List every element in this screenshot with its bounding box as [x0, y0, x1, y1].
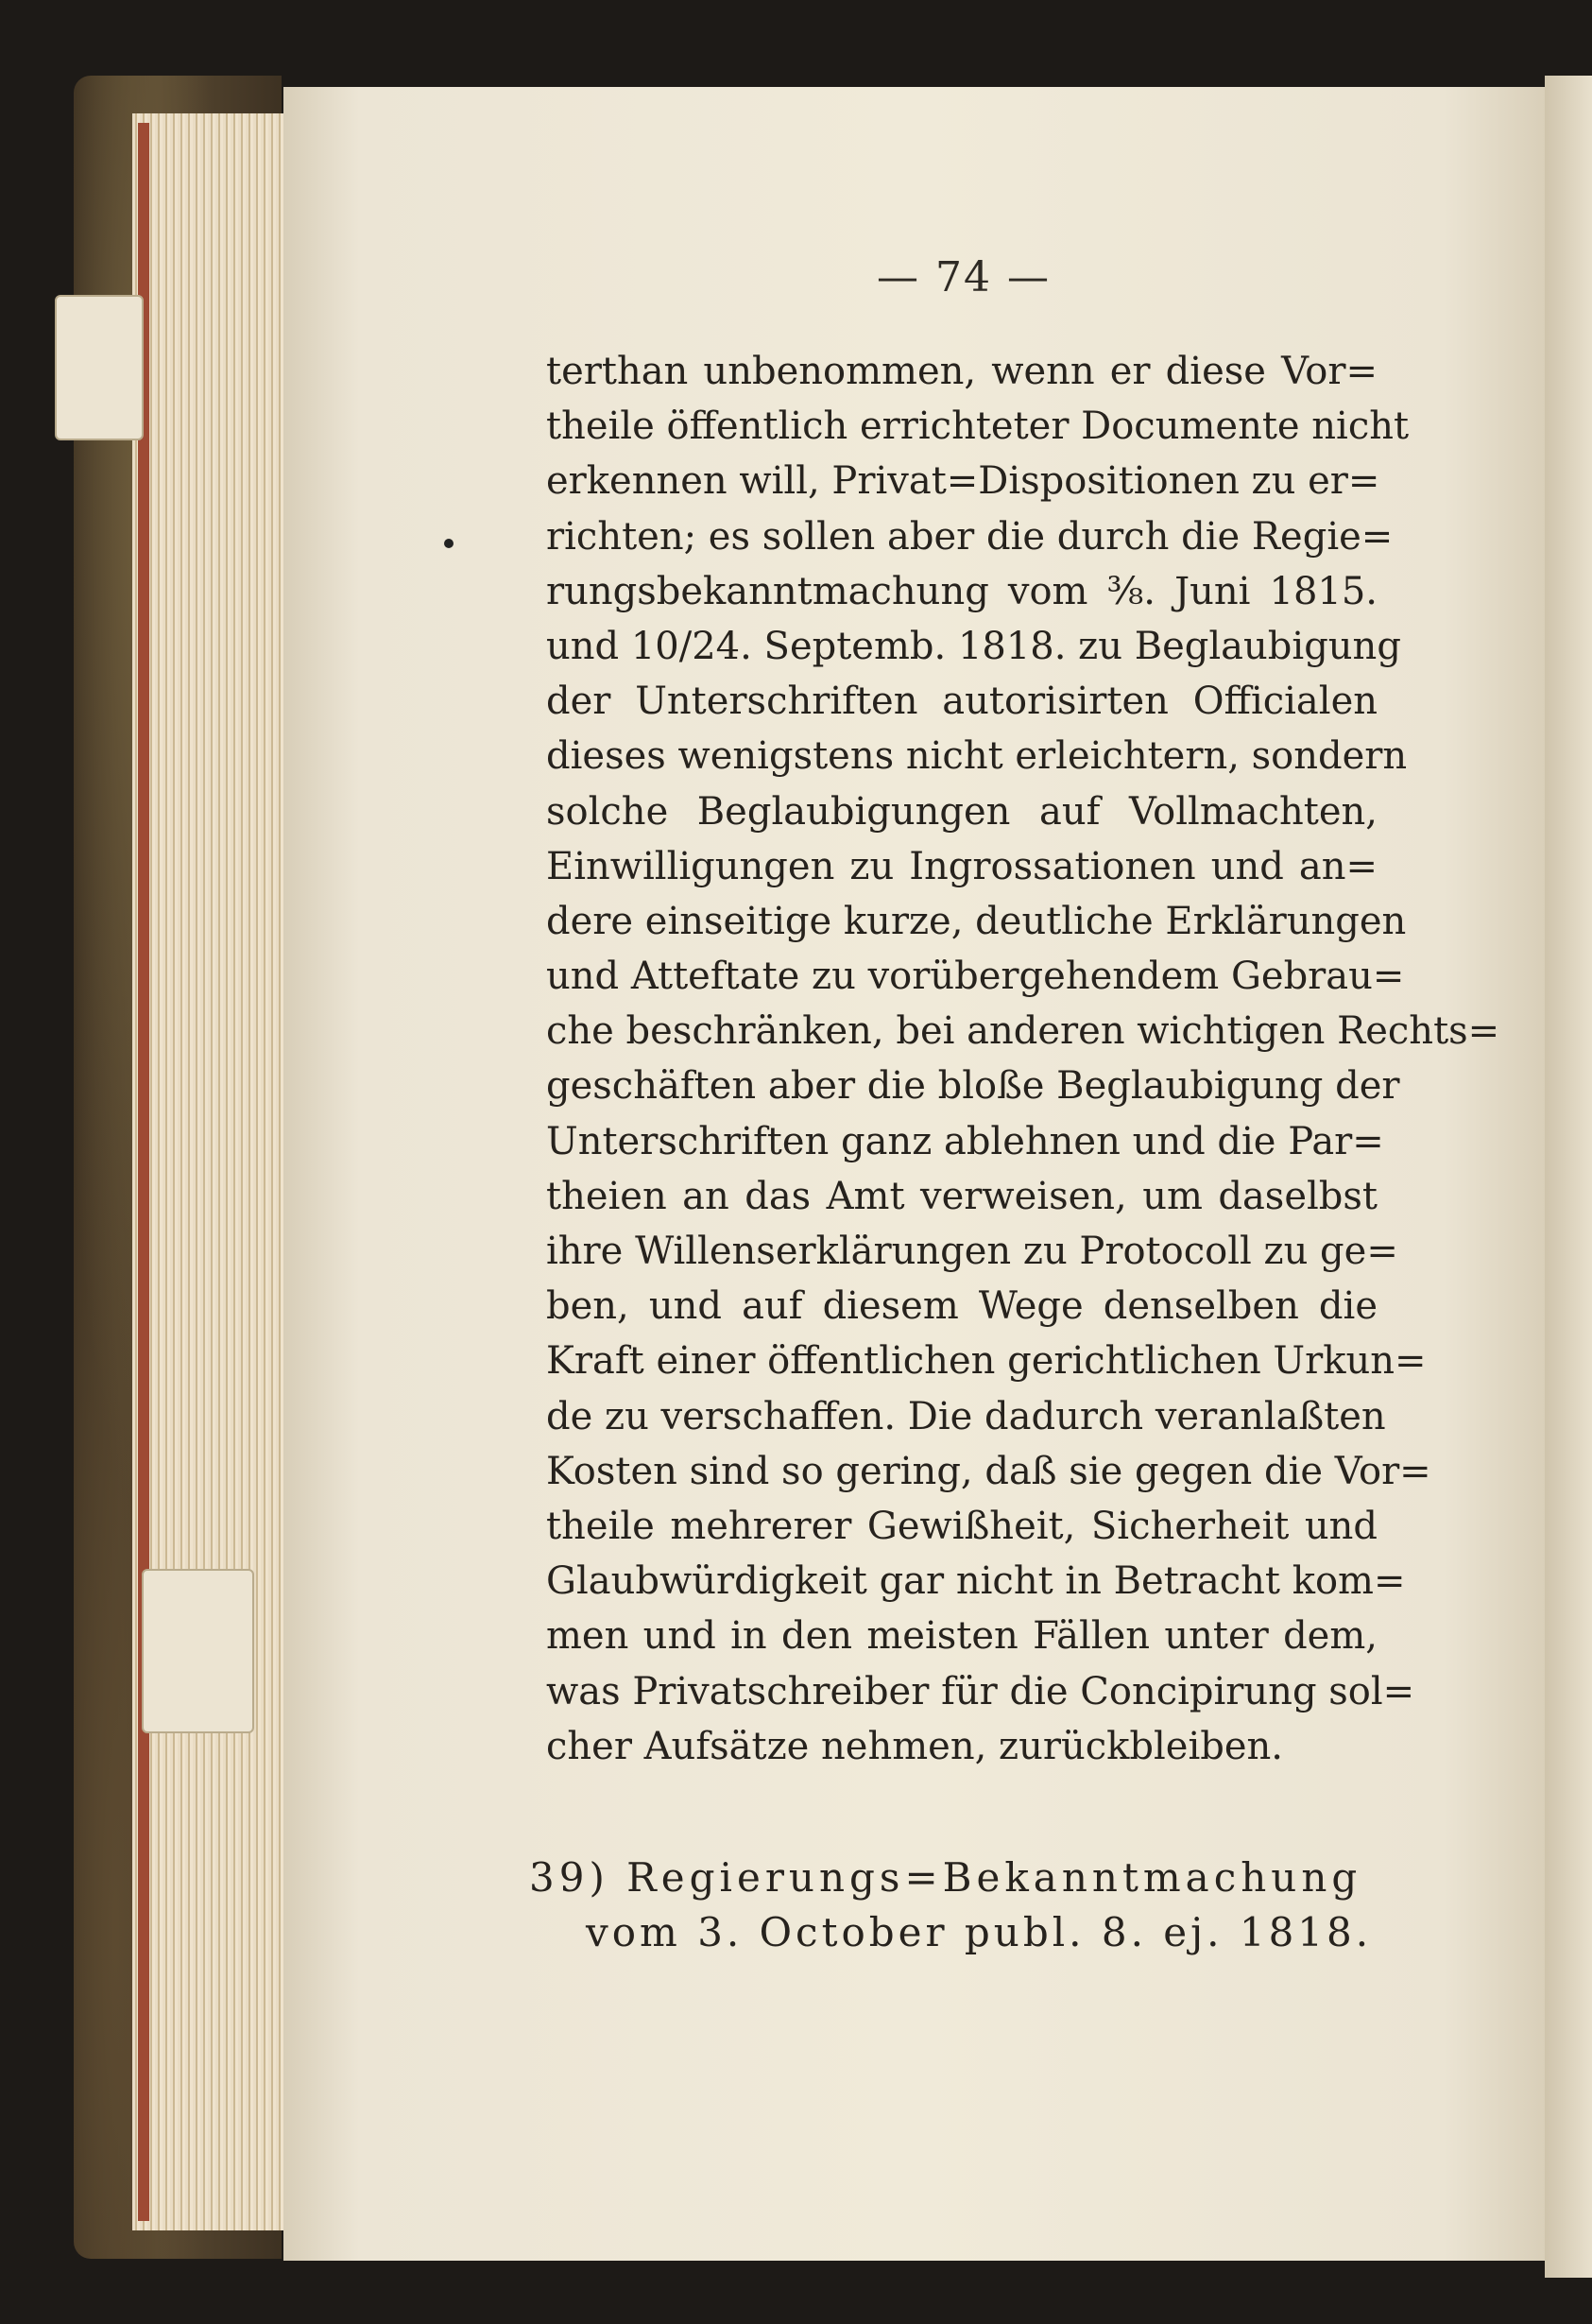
facing-page-edge [1545, 76, 1592, 2278]
text-line: solche Beglaubigungen auf Vollmachten, [546, 789, 1378, 834]
text-line: ben, und auf diesem Wege denselben die [546, 1284, 1378, 1329]
body-text [546, 344, 1500, 1774]
text-line: men und in den meisten Fällen unter dem, [546, 1614, 1378, 1659]
bookmark-tab-bottom [142, 1569, 254, 1733]
text-line: erkennen will, Privat=Dispositionen zu er= [546, 459, 1380, 504]
bleed-through-text-2 [302, 1455, 501, 1644]
text-line: Kosten sind so gering, daß sie gegen die Vor= [546, 1449, 1431, 1493]
bookmark-tab-top [55, 295, 144, 440]
text-line: dere einseitige kurze, deutliche Erklärungen [546, 899, 1407, 943]
text-line: richten; es sollen aber die durch die Regie= [546, 514, 1394, 559]
heading-line-2: vom 3. October publ. 8. ej. 1818. [586, 1909, 1373, 1955]
section-heading [529, 1851, 1379, 1960]
text-line: und 10/24. Septemb. 1818. zu Beglaubigung [546, 624, 1401, 668]
text-line: terthan unbenommen, wenn er diese Vor= [546, 350, 1378, 393]
text-line: theile mehrerer Gewißheit, Sicherheit und [546, 1504, 1378, 1548]
text-line: der Unterschriften autorisirten Officialen [546, 680, 1378, 724]
text-line: dieses wenigstens nicht erleichtern, sondern [546, 734, 1408, 779]
text-line: Glaubwürdigkeit gar nicht in Betracht kom= [546, 1559, 1406, 1604]
text-line: und Atteftate zu vorübergehendem Gebrau= [546, 955, 1405, 999]
text-line: was Privatschreiber für die Concipirung sol= [546, 1669, 1415, 1713]
text-line: cher Aufsätze nehmen, zurückbleiben. [546, 1724, 1283, 1768]
text-line: Unterschriften ganz ablehnen und die Par= [546, 1119, 1384, 1163]
text-line: theien an das Amt verweisen, um daselbst [546, 1174, 1378, 1218]
bleed-through-text-1 [321, 340, 501, 718]
text-line: geschäften aber die bloße Beglaubigung der [546, 1064, 1400, 1109]
page-number: — 74 — [877, 253, 1051, 301]
text-line: ihre Willenserklärungen zu Protocoll zu ge= [546, 1230, 1398, 1273]
text-line: theile öffentlich errichteter Documente nicht [546, 405, 1410, 449]
page-edges [132, 113, 283, 2230]
text-line: Einwilligungen zu Ingrossationen und an= [546, 844, 1378, 888]
text-line: che beschränken, bei anderen wichtigen Rechts= [546, 1009, 1500, 1054]
text-line: Kraft einer öffentlichen gerichtlichen Urkun= [546, 1339, 1427, 1384]
heading-line-1: 39) Regierungs=Bekanntmachung [529, 1854, 1362, 1901]
ink-dot [444, 539, 454, 548]
text-line: rungsbekanntmachung vom ⅜. Juni 1815. [546, 569, 1378, 613]
text-line: de zu verschaffen. Die dadurch veranlaßten [546, 1394, 1386, 1438]
